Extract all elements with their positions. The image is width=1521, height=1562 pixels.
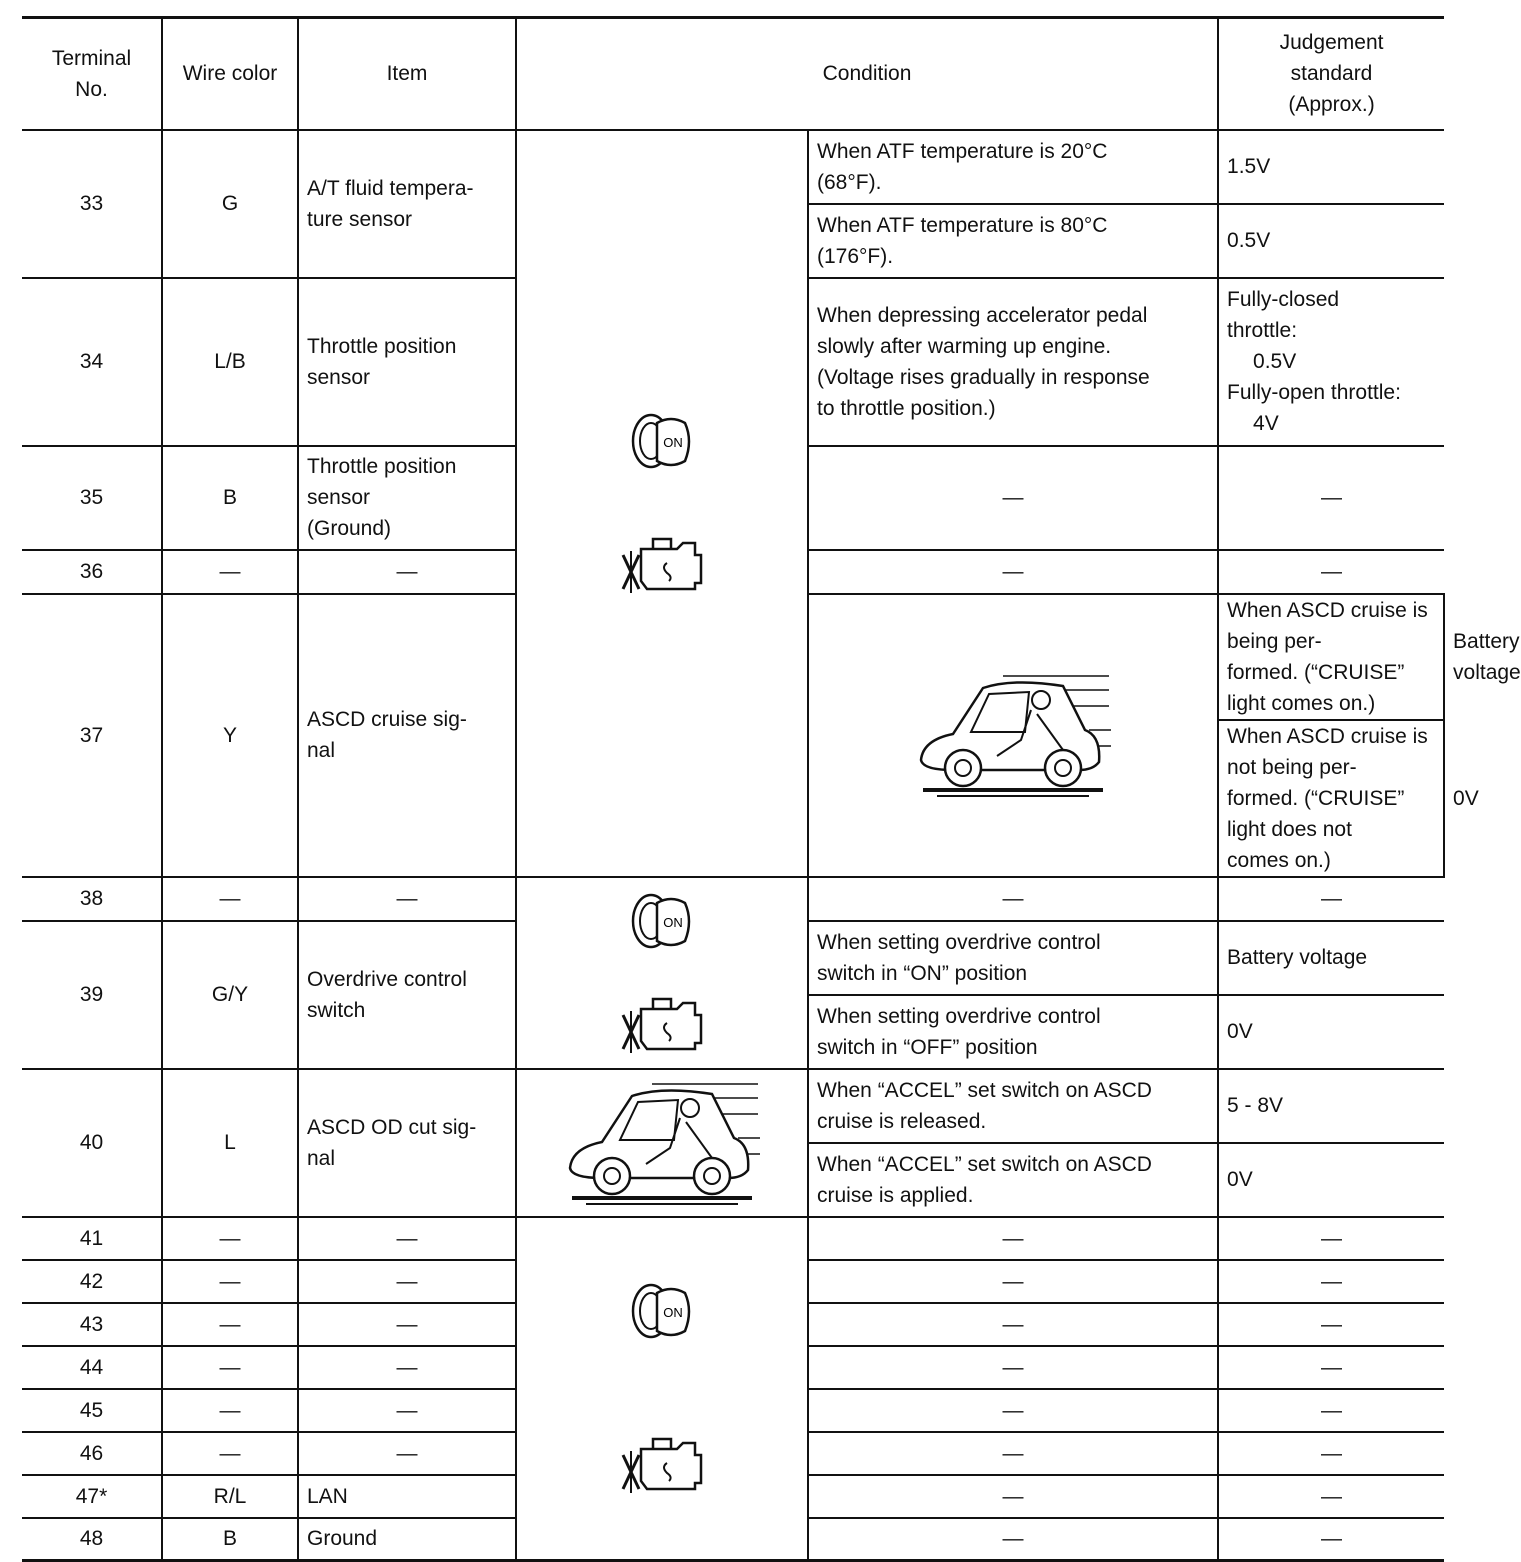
item: Throttle position sensor: [298, 278, 516, 446]
wire-color-empty: —: [162, 1260, 298, 1303]
wire-color-empty: —: [162, 1346, 298, 1389]
condition-empty: —: [808, 446, 1218, 550]
engine-running-icon: [617, 533, 707, 597]
wire-color: G/Y: [162, 921, 298, 1069]
judgement: 0V: [1218, 995, 1444, 1069]
judgement: Battery voltage: [1218, 921, 1444, 995]
condition-empty: —: [808, 877, 1218, 921]
judgement-empty: —: [1218, 446, 1444, 550]
header-item: Item: [298, 18, 516, 130]
header-judgement: Judgement standard (Approx.): [1218, 18, 1444, 130]
ignition-key-on-icon: [627, 889, 697, 953]
terminal-no: 40: [22, 1069, 162, 1217]
wire-color-empty: —: [162, 1217, 298, 1260]
item-empty: —: [298, 1432, 516, 1475]
judgement-empty: —: [1218, 550, 1444, 594]
judgement-empty: —: [1218, 877, 1444, 921]
wire-color: R/L: [162, 1475, 298, 1518]
icon-cell-car-2: [516, 1069, 808, 1217]
item-empty: —: [298, 1346, 516, 1389]
terminal-no: 35: [22, 446, 162, 550]
item-empty: —: [298, 550, 516, 594]
table-row-40a: [22, 1069, 1444, 1143]
terminal-no: 45: [22, 1389, 162, 1432]
item: Ground: [298, 1518, 516, 1561]
condition: When ASCD cruise is not being per- formed. (“CRUISE” light does not comes on.): [1218, 720, 1444, 877]
wire-color-empty: —: [162, 1389, 298, 1432]
condition: When setting overdrive control switch in “ON” position: [808, 921, 1218, 995]
header-wire-color: Wire color: [162, 18, 298, 130]
wire-color: L/B: [162, 278, 298, 446]
terminal-no: 39: [22, 921, 162, 1069]
ignition-key-on-icon: [627, 1279, 697, 1343]
condition-empty: —: [808, 1303, 1218, 1346]
item: ASCD cruise sig- nal: [298, 594, 516, 877]
terminal-no: 43: [22, 1303, 162, 1346]
condition-empty: —: [808, 1217, 1218, 1260]
judgement-empty: —: [1218, 1432, 1444, 1475]
table-row-37b: When ASCD cruise is not being per- formed. (“CRUISE” light does not comes on.) 0V: [22, 720, 1444, 877]
judgement-empty: —: [1218, 1217, 1444, 1260]
key-on-label: ON: [663, 914, 683, 930]
condition: When setting overdrive control switch in “OFF” position: [808, 995, 1218, 1069]
terminal-no: 33: [22, 130, 162, 278]
wire-color-empty: —: [162, 1303, 298, 1346]
item-empty: —: [298, 1260, 516, 1303]
judgement-empty: —: [1218, 1260, 1444, 1303]
terminal-no: 37: [22, 594, 162, 877]
icon-cell-group-1: [516, 130, 808, 877]
judgement-empty: —: [1218, 1518, 1444, 1561]
item: Overdrive control switch: [298, 921, 516, 1069]
item-empty: —: [298, 1303, 516, 1346]
table-row-41: [22, 1217, 1444, 1260]
key-on-label: ON: [663, 1305, 683, 1321]
terminal-no: 44: [22, 1346, 162, 1389]
table-row-33a: [22, 130, 1444, 204]
condition-empty: —: [808, 1432, 1218, 1475]
condition: When ASCD cruise is being per- formed. (“CRUISE” light comes on.): [1218, 594, 1444, 720]
item: Throttle position sensor (Ground): [298, 446, 516, 550]
item: A/T fluid tempera- ture sensor: [298, 130, 516, 278]
wire-color-empty: —: [162, 1432, 298, 1475]
table-row-37a: 37 Y ASCD cruise sig- nal When ASCD cruise is being per- formed. (“CRUISE” light comes on.) Battery voltage: [22, 594, 1444, 720]
condition-empty: —: [808, 1346, 1218, 1389]
icon-cell-car-1: [808, 594, 1218, 877]
terminal-no: 36: [22, 550, 162, 594]
condition: When depressing accelerator pedal slowly after warming up engine. (Voltage rises gradually in response to throttle position.): [808, 278, 1218, 446]
header-terminal-no: Terminal No.: [22, 18, 162, 130]
wire-color: B: [162, 1518, 298, 1561]
engine-running-icon: [617, 1433, 707, 1497]
wire-color: G: [162, 130, 298, 278]
ignition-key-on-icon: [627, 409, 697, 473]
wire-color-empty: —: [162, 877, 298, 921]
terminal-no: 48: [22, 1518, 162, 1561]
terminal-no: 42: [22, 1260, 162, 1303]
item-empty: —: [298, 1389, 516, 1432]
condition-empty: —: [808, 1260, 1218, 1303]
judgement: 1.5V: [1218, 130, 1444, 204]
icon-cell-group-2: [516, 877, 808, 1069]
terminal-no: 47*: [22, 1475, 162, 1518]
terminal-table-wrapper: [22, 16, 1521, 1562]
judgement-empty: —: [1218, 1303, 1444, 1346]
condition: When “ACCEL” set switch on ASCD cruise is applied.: [808, 1143, 1218, 1217]
judgement: 0V: [1218, 1143, 1444, 1217]
condition-empty: —: [808, 1389, 1218, 1432]
key-on-label: ON: [663, 435, 683, 450]
item-empty: —: [298, 1217, 516, 1260]
wire-color: B: [162, 446, 298, 550]
item: LAN: [298, 1475, 516, 1518]
icon-cell-group-3: [516, 1217, 808, 1561]
terminal-no: 38: [22, 877, 162, 921]
judgement: Fully-closed throttle: 0.5V Fully-open throttle: 4V: [1218, 278, 1444, 446]
condition-empty: —: [808, 1475, 1218, 1518]
item: ASCD OD cut sig- nal: [298, 1069, 516, 1217]
judgement: 0.5V: [1218, 204, 1444, 278]
judgement-empty: —: [1218, 1346, 1444, 1389]
judgement: 5 - 8V: [1218, 1069, 1444, 1143]
terminal-no: 34: [22, 278, 162, 446]
condition: When “ACCEL” set switch on ASCD cruise is released.: [808, 1069, 1218, 1143]
wire-color: L: [162, 1069, 298, 1217]
header-row: [22, 18, 1444, 130]
condition: When ATF temperature is 20°C (68°F).: [808, 130, 1218, 204]
terminal-no: 41: [22, 1217, 162, 1260]
condition-empty: —: [808, 550, 1218, 594]
condition: When ATF temperature is 80°C (176°F).: [808, 204, 1218, 278]
engine-running-icon: [617, 993, 707, 1057]
wire-color-empty: —: [162, 550, 298, 594]
table-row-38: [22, 877, 1444, 921]
terminal-table: [22, 16, 1521, 1562]
judgement-empty: —: [1218, 1389, 1444, 1432]
item-empty: —: [298, 877, 516, 921]
wire-color: Y: [162, 594, 298, 877]
condition-empty: —: [808, 1518, 1218, 1561]
judgement-empty: —: [1218, 1475, 1444, 1518]
header-condition: Condition: [516, 18, 1218, 130]
car-driving-icon: [913, 670, 1113, 800]
car-driving-icon: [562, 1078, 762, 1208]
terminal-no: 46: [22, 1432, 162, 1475]
